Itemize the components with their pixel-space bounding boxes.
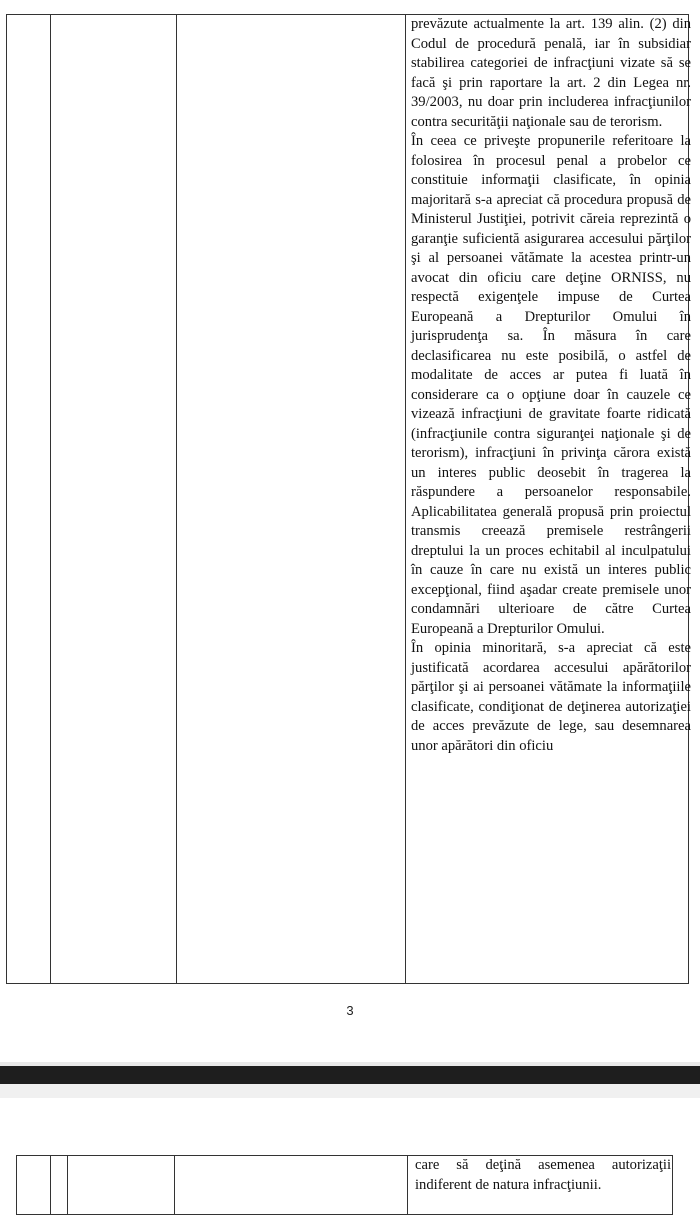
- column-divider: [405, 15, 406, 983]
- document-page-bottom: [0, 1098, 700, 1197]
- page-separator: [0, 1066, 700, 1084]
- paragraph: care să deţină asemenea autorizaţii indiferent de natura infracţiunii.: [415, 1157, 671, 1193]
- paragraph: prevăzute actualmente la art. 139 alin. (2) din Codul de procedură penală, iar în subsidiar stabilirea categoriei de infracţiuni vizate să se facă şi prin raportare la art. 2 din Legea nr. 39/2003, nu doar prin includerea infracţiunilor contra securităţii naţionale sau de terorism.: [411, 16, 691, 130]
- page-number: 3: [346, 1003, 354, 1018]
- column-divider: [176, 15, 177, 983]
- column-divider: [50, 1156, 51, 1214]
- table-top: [6, 14, 689, 984]
- table-cell-text: [415, 1156, 671, 1195]
- column-divider: [50, 15, 51, 983]
- column-divider: [407, 1156, 408, 1214]
- paragraph: În opinia minoritară, s-a apreciat că este justificată acordarea accesului apărătorilor părţilor şi ai persoanei vătămate la informaţiile clasificate, condiţionat de deţinerea autorizaţiei de acces prevăzute de lege, sau desemnarea unor apărători din oficiu: [411, 640, 691, 754]
- table-cell-text: [411, 15, 691, 756]
- page-gap: [0, 1084, 700, 1098]
- column-divider: [67, 1156, 68, 1214]
- paragraph: În ceea ce priveşte propunerile referitoare la folosirea în procesul penal a probelor ce constituie informaţii clasificate, în opinia majoritară s-a apreciat că procedura propusă de Ministerul Justiţiei, potrivit căreia reprezintă o garanţie suficientă asigurarea accesului părţilor şi al persoanei vătămate la acestea printr-un avocat din oficiu care deţine ORNISS, nu respectă exigenţele impuse de Curtea Europeană a Drepturilor Omului în jurisprudenţa sa. În măsura în care declasificarea nu este posibilă, o astfel de modalitate de acces ar putea fi luată în considerare ca o opţiune doar în cauzele ce vizează infracţiuni de gravitate foarte ridicată (infracţiunile contra siguranţei naţionale şi de terorism), infracţiuni în privinţa cărora există un interes public deosebit în tragerea la răspundere a persoanelor responsabile. Aplicabilitatea generală propusă prin proiectul transmis creează premisele restrângerii dreptului la un proces echitabil al inculpatului în cauze în care nu există un interes public excepţional, fiind aşadar create premisele unor condamnări ulterioare de către Curtea Europeană a Drepturilor Omului.: [411, 133, 691, 637]
- column-divider: [174, 1156, 175, 1214]
- table-bottom: [16, 1155, 673, 1215]
